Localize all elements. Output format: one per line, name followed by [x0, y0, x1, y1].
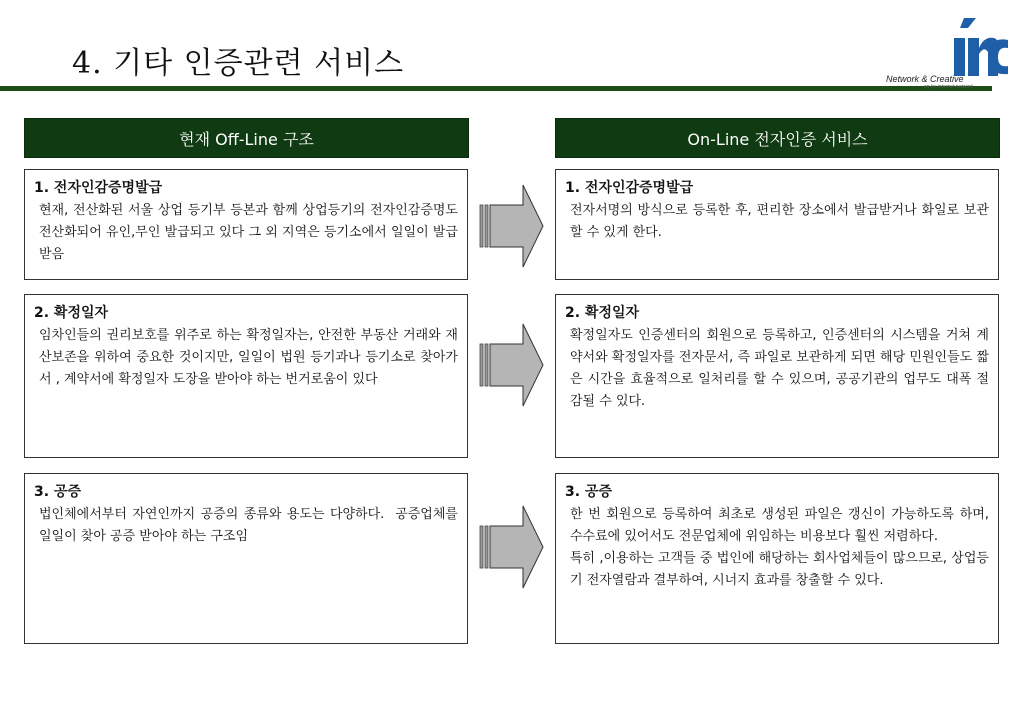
right-arrow-icon: [479, 320, 545, 410]
online-card-1: [555, 169, 999, 280]
logo-subtagline: on by internet network: [924, 84, 974, 90]
card-body: 현재, 전산화된 서울 상업 등기부 등본과 함께 상업등기의 전자인감증명도 전산화되어 유인,무인 발급되고 있다 그 외 지역은 등기소에서 일일이 발급 받음: [39, 203, 463, 262]
offline-card-1: [24, 169, 468, 280]
card-body: 임차인들의 권리보호를 위주로 하는 확정일자는, 안전한 부동산 거래와 재산보존을 위하여 중요한 것이지만, 일일이 법원 등기과나 등기소로 찾아가서 , 계약서에 확정일자 도장을 받아야 하는 번거로움이 있다: [39, 328, 458, 387]
card-title: 3. 공증: [34, 484, 81, 500]
card-body: 법인체에서부터 자연인까지 공증의 종류와 용도는 다양하다. 공증업체를 일일이 찾아 공증 받아야 하는 구조임: [39, 507, 463, 544]
offline-card-2: [24, 294, 468, 458]
online-card-3: [555, 473, 999, 644]
card-title: 3. 공증: [565, 484, 612, 500]
card-title: 2. 확정일자: [565, 305, 640, 321]
offline-card-3: [24, 473, 468, 644]
card-title: 1. 전자인감증명발급: [565, 180, 694, 196]
card-title: 1. 전자인감증명발급: [34, 180, 163, 196]
right-column-header: On-Line 전자인증 서비스: [555, 118, 1000, 158]
right-arrow-icon: [479, 502, 545, 592]
left-column-header: 현재 Off-Line 구조: [24, 118, 469, 158]
right-arrow-icon: [479, 181, 545, 271]
logo-tagline: Network & Creative: [886, 74, 964, 84]
online-card-2: [555, 294, 999, 458]
title-underline: [0, 86, 992, 91]
card-title: 2. 확정일자: [34, 305, 109, 321]
page-title: 4. 기타 인증관련 서비스: [72, 46, 405, 81]
card-body: 한 번 회원으로 등록하여 최초로 생성된 파일은 갱신이 가능하도록 하며, 수수료에 있어서도 전문업체에 위임하는 비용보다 훨씬 저렴하다. 특히 ,이용하는 고객들 중 법인에 해당하는 회사업체들이 많으므로, 상업등기 전자열람과 결부하여, 시너지 효과를 창출할 수 있다.: [570, 507, 989, 588]
card-body: 전자서명의 방식으로 등록한 후, 편리한 장소에서 발급받거나 화일로 보관할 수 있게 한다.: [570, 203, 989, 240]
card-body: 확정일자도 인증센터의 회원으로 등록하고, 인증센터의 시스템을 거쳐 계약서와 확정일자를 전자문서, 즉 파일로 보관하게 되면 해당 민원인들도 짧은 시간을 효율적으로 일처리를 할 수 있으며, 공공기관의 업무도 대폭 절감될 수 있다.: [570, 328, 989, 409]
